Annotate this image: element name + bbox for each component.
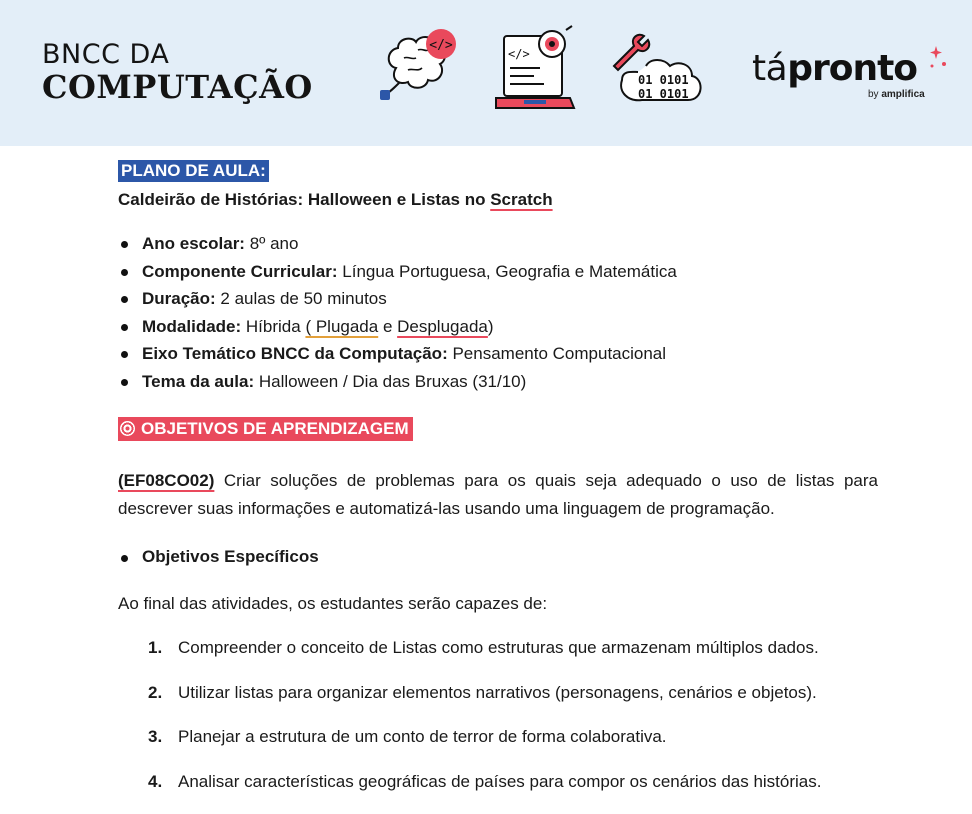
laptop-code-icon [494,24,580,112]
objectives-heading: OBJETIVOS DE APRENDIZAGEM [118,417,878,441]
svg-text:</>: </> [429,38,453,53]
lesson-facts-list [118,230,878,395]
ta-pronto-logo [752,48,917,89]
list-item: Modalidade: Híbrida ( Plugada e Desplugada) [118,313,878,341]
list-item: Ano escolar: 8º ano [118,230,878,258]
list-item: 1. Compreender o conceito de Listas como estruturas que armazenam múltiplos dados. [118,636,878,681]
svg-text:01 0101: 01 0101 [638,87,689,101]
logo-ta: tá [752,48,787,89]
brand-line-1: BNCC DA [42,40,313,70]
bncc-computacao-logo [42,40,313,104]
page-header [0,0,972,146]
list-item: Eixo Temático BNCC da Computação: Pensamento Computacional [118,340,878,368]
list-item: 2. Utilizar listas para organizar elementos narrativos (personagens, cenários e objetos). [118,681,878,726]
list-item: 4. Analisar características geográficas de países para compor os cenários das histórias. [118,770,878,814]
target-icon [120,421,135,436]
wrench-binary-cloud-icon [608,32,704,108]
svg-text:</>: </> [508,47,530,61]
logo-byline: by amplifica [868,89,925,100]
scratch-link-text: Scratch [490,190,552,209]
objective-code-paragraph: (EF08CO02) Criar soluções de problemas para os quais seja adequado o uso de listas para descrever suas informações e automatizá-las usando uma linguagem de programação. [118,467,878,523]
objectives-intro: Ao final das atividades, os estudantes serão capazes de: [118,594,878,614]
list-item: Componente Curricular: Língua Portuguesa, Geografia e Matemática [118,258,878,286]
bncc-code: (EF08CO02) [118,471,214,490]
svg-text:01 0101: 01 0101 [638,73,689,87]
logo-pronto: pronto [787,48,917,89]
specific-objectives-label: Objetivos Específicos [118,547,878,567]
brand-line-2: COMPUTAÇÃO [42,70,313,104]
list-item: 3. Planejar a estrutura de um conto de terror de forma colaborativa. [118,725,878,770]
plan-label: PLANO DE AULA: [118,160,269,182]
list-item: Tema da aula: Halloween / Dia das Bruxas (31/10) [118,368,878,396]
brain-code-icon [378,28,468,108]
lesson-plan [118,160,878,814]
plan-title: Caldeirão de Histórias: Halloween e Listas no Scratch [118,190,878,210]
specific-objectives-list [118,636,878,814]
sparkle-icon [928,44,950,70]
list-item: Duração: 2 aulas de 50 minutos [118,285,878,313]
